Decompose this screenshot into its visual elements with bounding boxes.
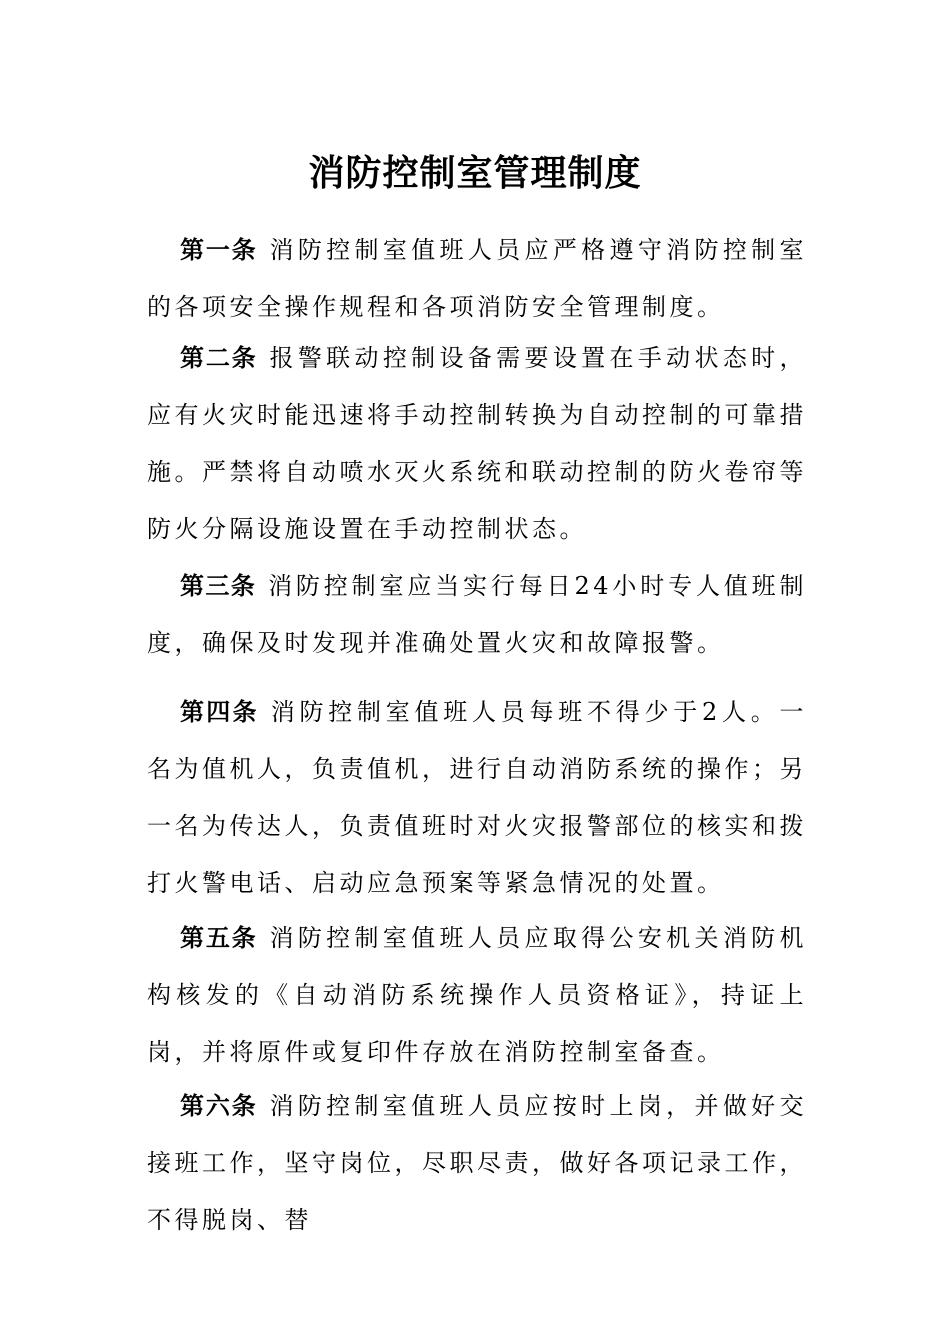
article-text: 消防控制室值班人员每班不得少于2人。一名为值机人，负责值机，进行自动消防系统的操作；另一名为传达人，负责值班时对火灾报警部位的核实和拨打火警电话、启动应急预案等紧急情况的处置。 bbox=[147, 698, 807, 897]
article-4 bbox=[147, 684, 807, 912]
article-number: 第四条 bbox=[180, 698, 259, 726]
article-2 bbox=[147, 330, 807, 558]
document-title: 消防控制室管理制度 bbox=[308, 153, 642, 194]
article-number: 第五条 bbox=[180, 924, 258, 952]
article-6 bbox=[147, 1078, 807, 1249]
article-5 bbox=[147, 910, 807, 1081]
article-text: 消防控制室值班人员应取得公安机关消防机构核发的《自动消防系统操作人员资格证》，持证上岗，并将原件或复印件存放在消防控制室备查。 bbox=[147, 924, 807, 1066]
article-text: 报警联动控制设备需要设置在手动状态时，应有火灾时能迅速将手动控制转换为自动控制的可靠措施。严禁将自动喷水灭火系统和联动控制的防火卷帘等防火分隔设施设置在手动控制状态。 bbox=[147, 344, 807, 543]
article-number: 第三条 bbox=[180, 572, 257, 600]
article-text: 消防控制室值班人员应按时上岗，并做好交接班工作，坚守岗位，尽职尽责，做好各项记录工作，不得脱岗、替 bbox=[147, 1092, 807, 1234]
article-text: 消防控制室值班人员应严格遵守消防控制室的各项安全操作规程和各项消防安全管理制度。 bbox=[147, 236, 807, 321]
article-text: 消防控制室应当实行每日24小时专人值班制度，确保及时发现并准确处置火灾和故障报警。 bbox=[147, 572, 808, 657]
article-3 bbox=[147, 558, 807, 672]
article-number: 第一条 bbox=[180, 236, 258, 264]
article-number: 第二条 bbox=[180, 344, 258, 372]
article-number: 第六条 bbox=[180, 1092, 258, 1120]
article-1 bbox=[147, 222, 807, 336]
